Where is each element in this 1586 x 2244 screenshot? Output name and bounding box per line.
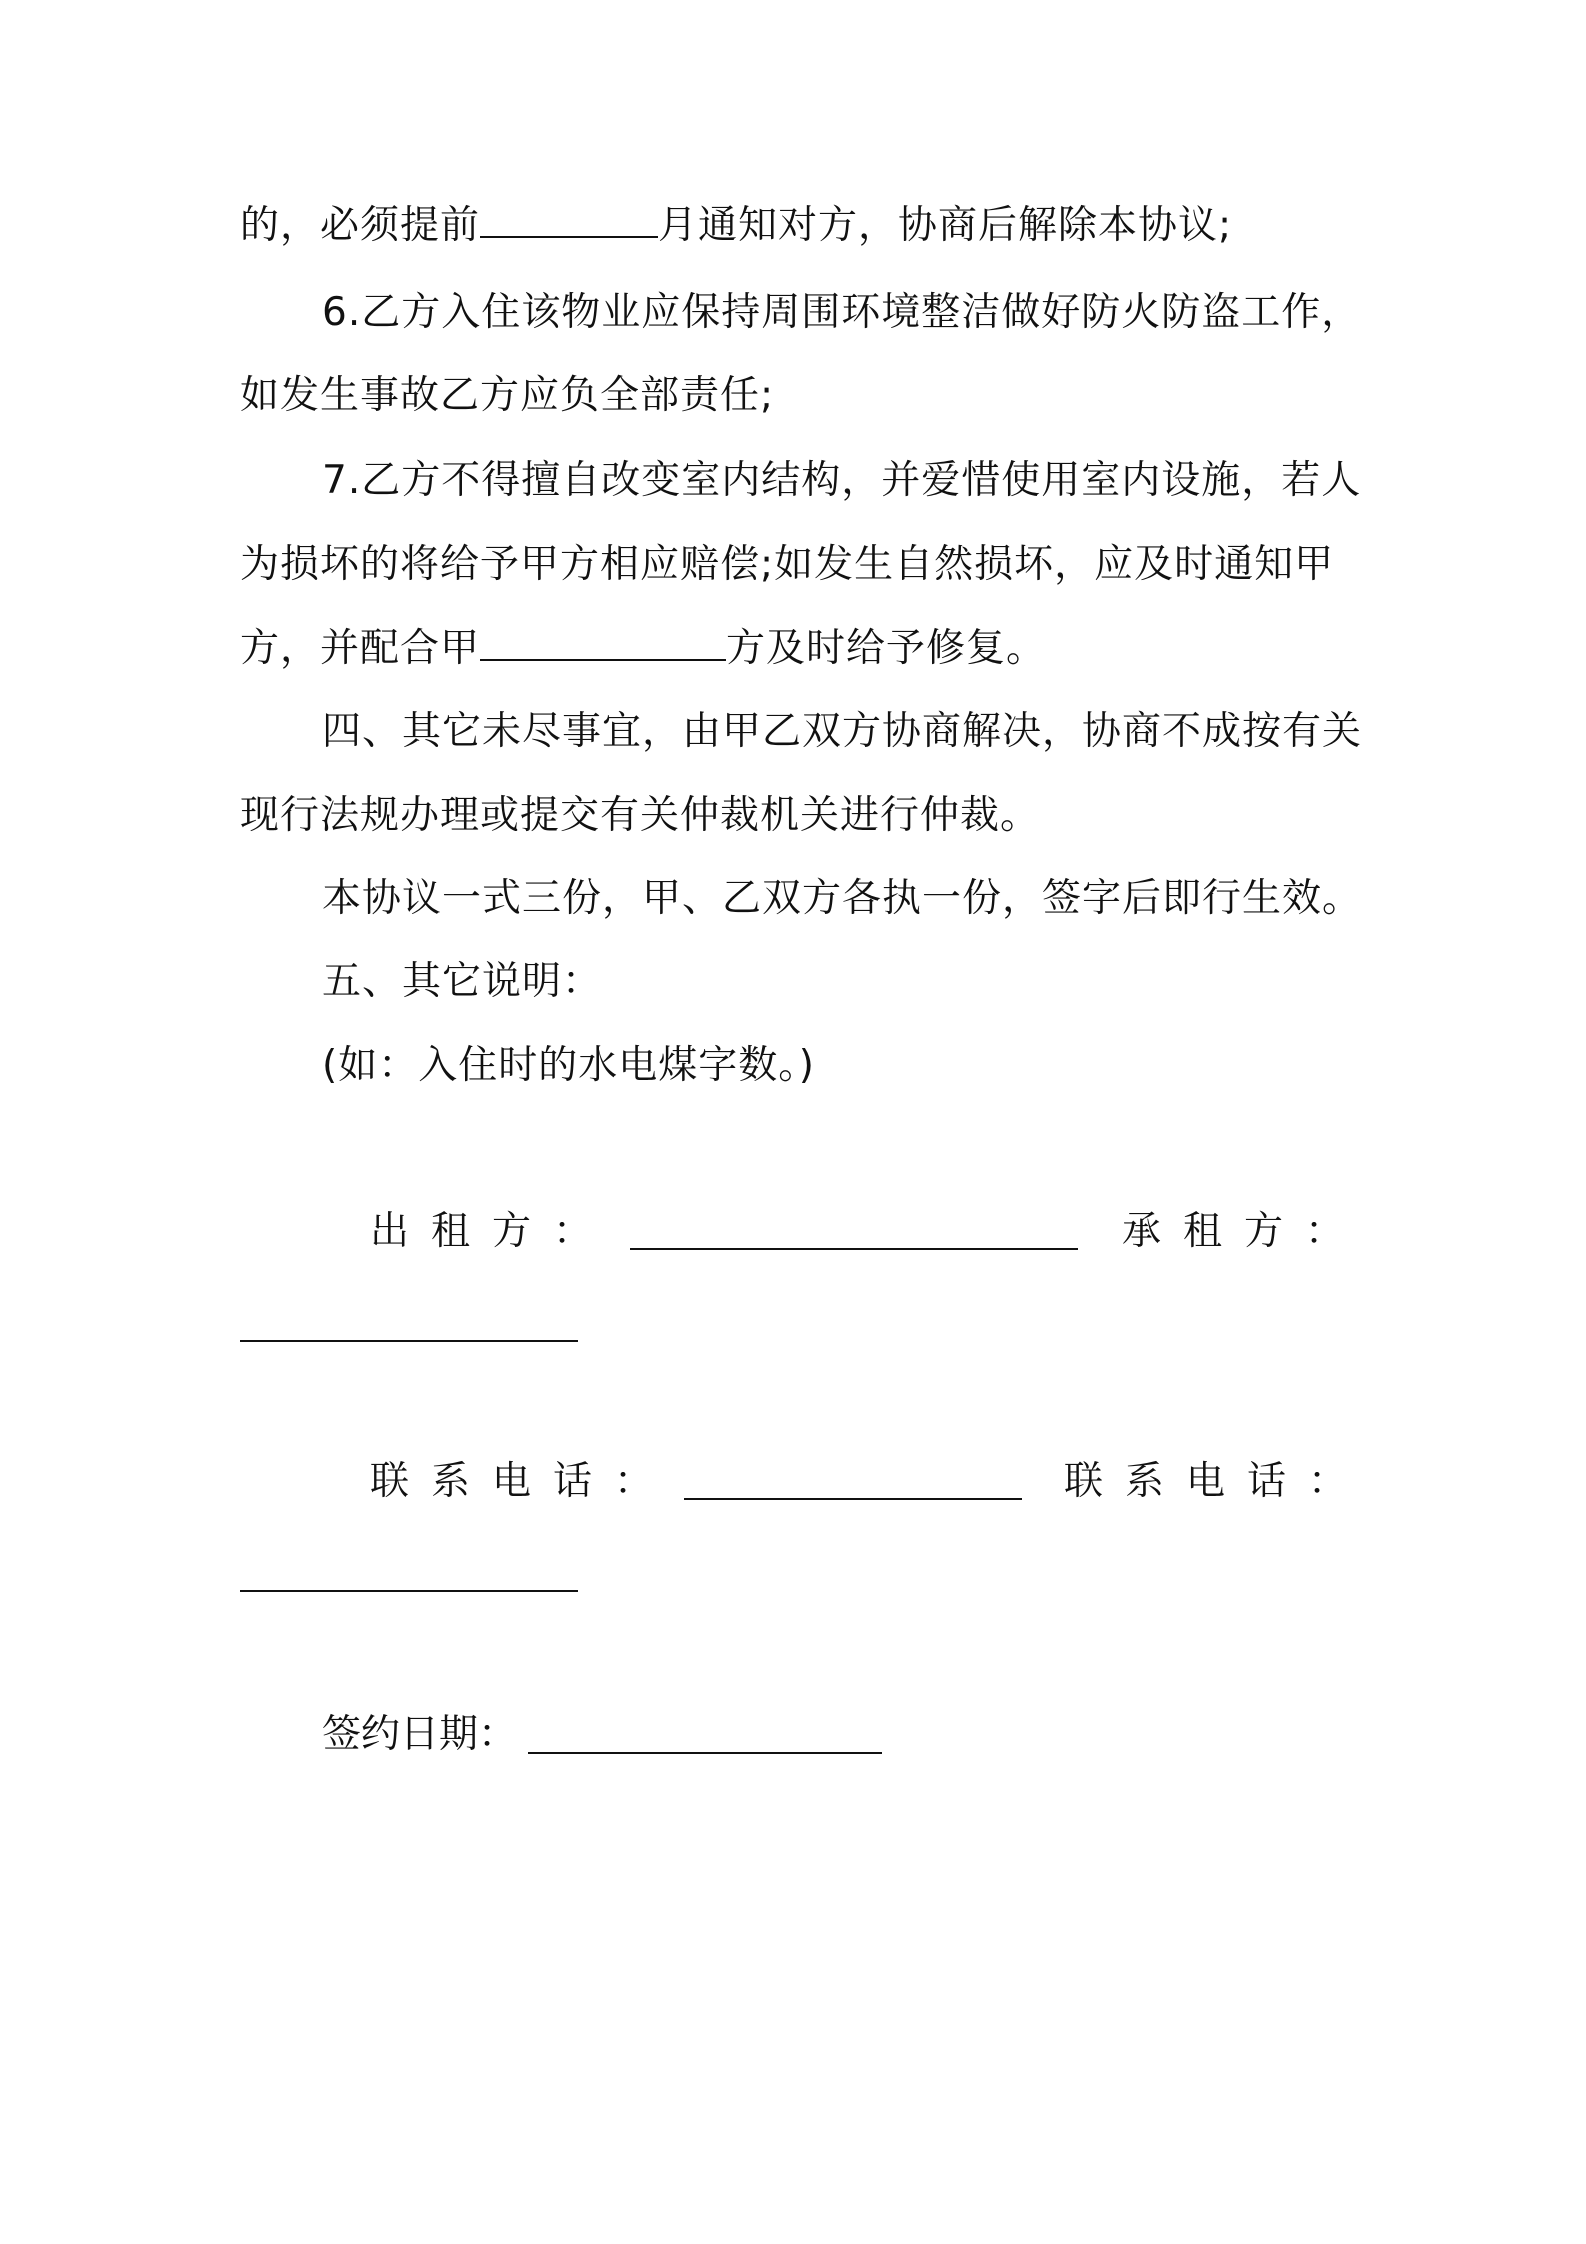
text-line-2: 6.乙方入住该物业应保持周围环境整洁做好防火防盗工作， bbox=[322, 290, 1362, 335]
lessee-phone-line[interactable] bbox=[240, 1590, 578, 1592]
text-line-3: 如发生事故乙方应负全部责任; bbox=[240, 373, 775, 418]
text-line-1 bbox=[240, 200, 1232, 252]
lessor-phone-line[interactable] bbox=[684, 1498, 1022, 1500]
section-five-heading: 五、其它说明： bbox=[322, 959, 603, 1004]
lessee-label: 承租方： bbox=[1122, 1209, 1367, 1254]
phone-label-lessor: 联系电话： bbox=[370, 1459, 676, 1504]
lessor-signature-line[interactable] bbox=[630, 1248, 1078, 1250]
text-line-9: 本协议一式三份，甲、乙双方各执一份，签字后即行生效。 bbox=[322, 876, 1363, 921]
text-segment: 月通知对方，协商后解除本协议; bbox=[658, 203, 1233, 248]
signing-date-line[interactable] bbox=[528, 1752, 882, 1754]
text-line-5: 为损坏的将给予甲方相应赔偿;如发生自然损坏，应及时通知甲 bbox=[240, 542, 1335, 587]
notice-months-blank[interactable] bbox=[480, 202, 658, 238]
text-line-7: 四、其它未尽事宜，由甲乙双方协商解决，协商不成按有关 bbox=[322, 709, 1363, 754]
repair-party-blank[interactable] bbox=[480, 625, 726, 661]
lessee-signature-line[interactable] bbox=[240, 1340, 578, 1342]
text-segment: 方，并配合甲 bbox=[240, 626, 481, 671]
signing-date-label: 签约日期： bbox=[322, 1712, 518, 1757]
text-line-4: 7.乙方不得擅自改变室内结构，并爱惜使用室内设施，若人 bbox=[322, 458, 1362, 503]
text-line-11: (如：入住时的水电煤字数。) bbox=[322, 1043, 815, 1088]
text-line-6 bbox=[240, 623, 1046, 675]
text-segment: 方及时给予修复。 bbox=[726, 626, 1047, 671]
lessor-label: 出租方： bbox=[370, 1209, 615, 1254]
text-segment: 的，必须提前 bbox=[240, 203, 481, 248]
text-line-8: 现行法规办理或提交有关仲裁机关进行仲裁。 bbox=[240, 793, 1041, 838]
phone-label-lessee: 联系电话： bbox=[1064, 1459, 1370, 1504]
